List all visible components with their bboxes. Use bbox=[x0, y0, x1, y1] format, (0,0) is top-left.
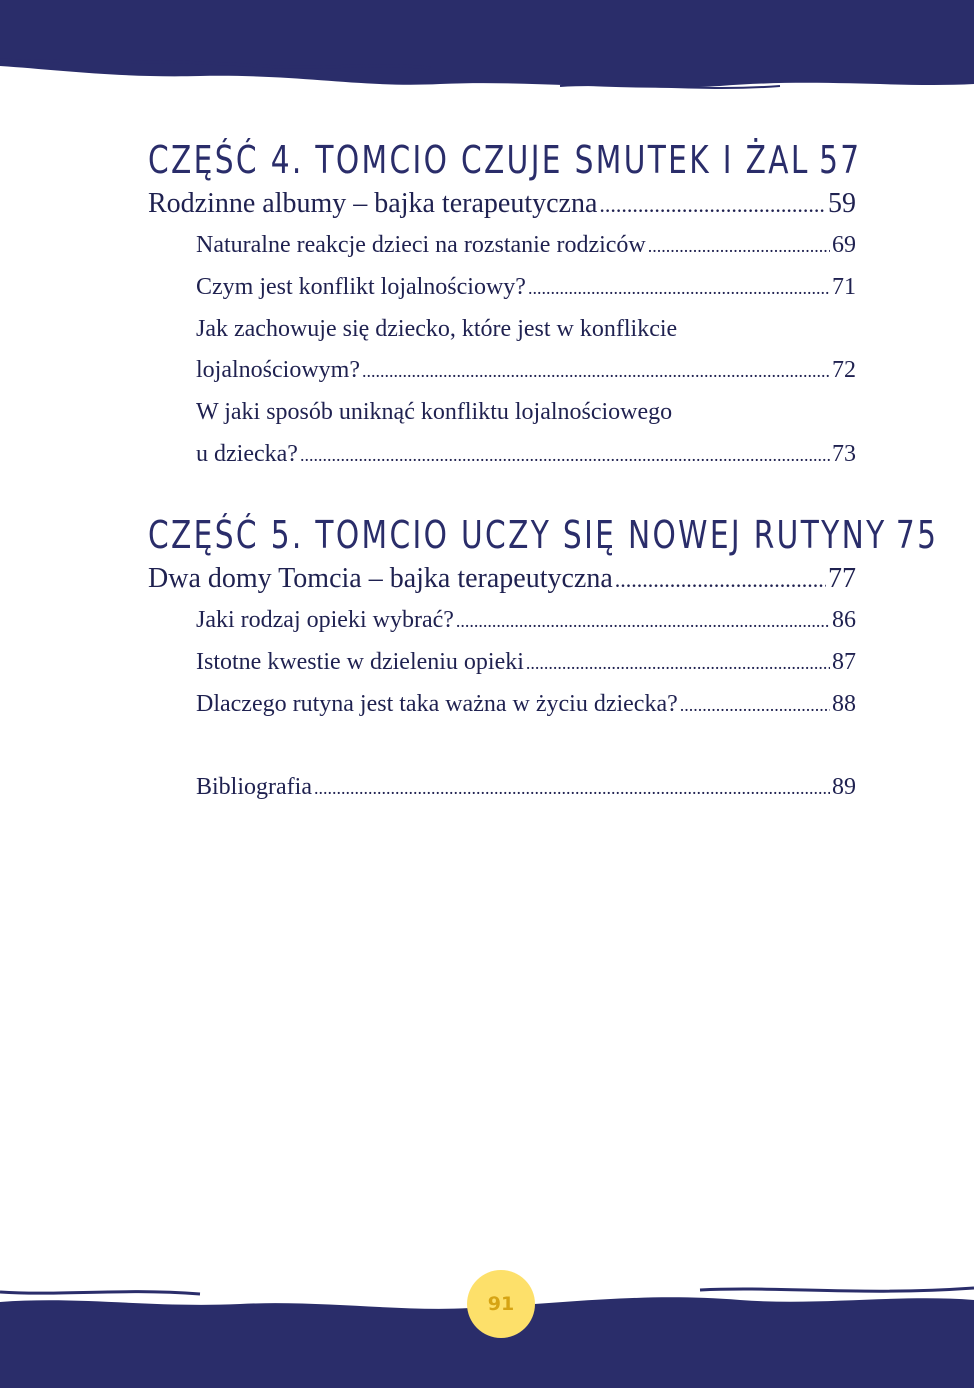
toc-entry[interactable] bbox=[148, 563, 856, 595]
part-5-heading[interactable] bbox=[148, 513, 939, 557]
page-number: 91 bbox=[487, 1293, 515, 1315]
entry-text: Dwa domy Tomcia – bajka terapeutyczna bbox=[148, 563, 613, 594]
dot-leader bbox=[314, 774, 830, 801]
toc-entry[interactable] bbox=[196, 691, 856, 718]
part-page: 75 bbox=[895, 513, 939, 557]
dot-leader bbox=[599, 188, 826, 220]
page-number-badge bbox=[467, 1270, 535, 1338]
entry-text: Bibliografia bbox=[196, 774, 312, 800]
entry-text-line1[interactable]: Jak zachowuje się dziecko, które jest w konflikcie bbox=[196, 316, 678, 342]
part-page: 57 bbox=[819, 138, 862, 182]
entry-text: Rodzinne albumy – bajka terapeutyczna bbox=[148, 188, 598, 219]
entry-text: Czym jest konflikt lojalnościowy? bbox=[196, 274, 526, 300]
part-title: CZĘŚĆ 4. TOMCIO CZUJE SMUTEK I ŻAL bbox=[148, 138, 810, 182]
entry-page: 88 bbox=[832, 691, 856, 717]
entry-page: 69 bbox=[832, 232, 856, 258]
dot-leader bbox=[526, 649, 830, 676]
entry-page: 87 bbox=[832, 649, 856, 675]
entry-text: Dlaczego rutyna jest taka ważna w życiu dziecka? bbox=[196, 691, 678, 717]
entry-page: 86 bbox=[832, 607, 856, 633]
dot-leader bbox=[680, 691, 830, 718]
dot-leader bbox=[615, 563, 826, 595]
toc-entry[interactable] bbox=[196, 274, 856, 301]
dot-leader bbox=[648, 232, 830, 259]
entry-text-line1[interactable]: W jaki sposób uniknąć konfliktu lojalnościowego bbox=[196, 399, 673, 425]
toc-entry[interactable] bbox=[196, 357, 856, 384]
dot-leader bbox=[300, 441, 830, 468]
entry-page: 72 bbox=[832, 357, 856, 383]
toc-entry[interactable] bbox=[196, 649, 856, 676]
bibliography-entry[interactable] bbox=[196, 774, 856, 801]
entry-page: 77 bbox=[828, 563, 856, 594]
toc-entry[interactable] bbox=[196, 441, 856, 468]
entry-page: 73 bbox=[832, 441, 856, 467]
toc-entry[interactable] bbox=[196, 232, 856, 259]
dot-leader bbox=[362, 357, 830, 384]
part-title: CZĘŚĆ 5. TOMCIO UCZY SIĘ NOWEJ RUTYNY bbox=[148, 513, 887, 557]
toc-entry[interactable] bbox=[148, 188, 856, 220]
entry-text-cont: u dziecka? bbox=[196, 441, 298, 467]
toc-entry[interactable] bbox=[196, 607, 856, 634]
entry-page: 89 bbox=[832, 774, 856, 800]
entry-text: Istotne kwestie w dzieleniu opieki bbox=[196, 649, 524, 675]
entry-text: Jaki rodzaj opieki wybrać? bbox=[196, 607, 454, 633]
dot-leader bbox=[456, 607, 830, 634]
entry-page: 71 bbox=[832, 274, 856, 300]
entry-page: 59 bbox=[828, 188, 856, 219]
entry-text: Naturalne reakcje dzieci na rozstanie rodziców bbox=[196, 232, 646, 258]
part-4-heading[interactable] bbox=[148, 138, 862, 182]
entry-text-cont: lojalnościowym? bbox=[196, 357, 360, 383]
dot-leader bbox=[528, 274, 830, 301]
